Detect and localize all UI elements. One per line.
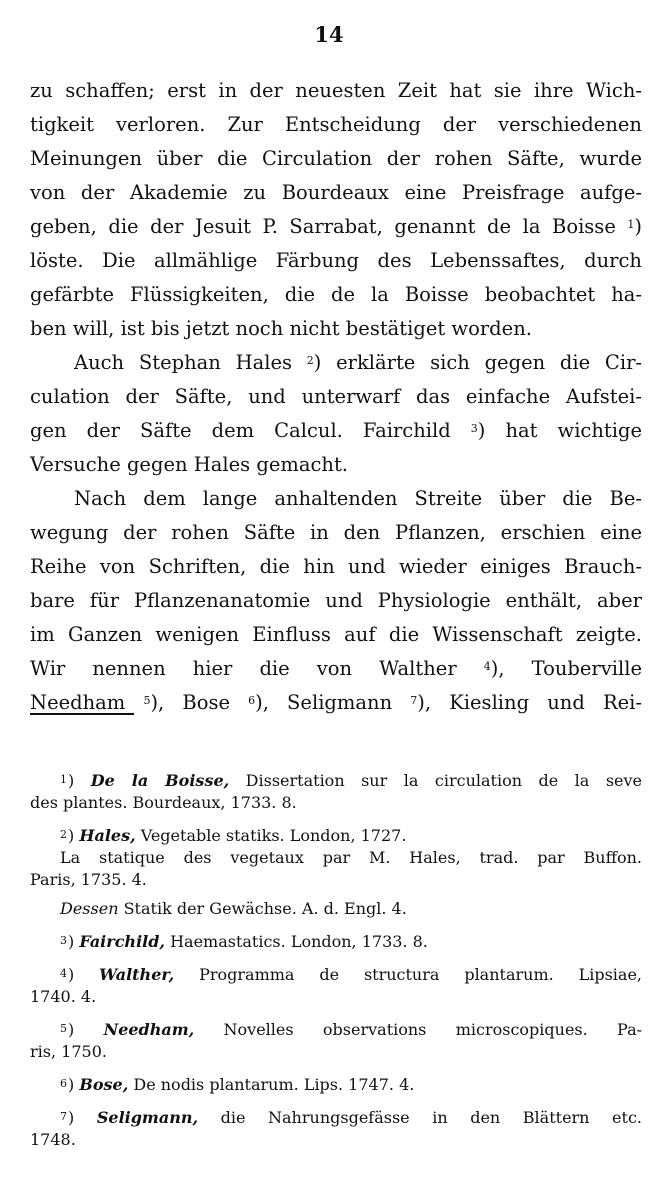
text-run: ), Touberville [490,657,642,680]
text-line [30,618,642,652]
footnote-line [30,931,642,953]
text-line [30,414,642,448]
footnote-line [30,792,642,814]
text-run: ) [68,771,91,790]
text-run: ) [68,932,80,951]
footnote-reference: 4 [483,660,491,673]
footnote-author: Fairchild, [79,932,165,951]
text-line [30,652,642,686]
footnote-line [30,825,642,847]
text-run: 1740. 4. [30,987,97,1006]
text-line [30,176,642,210]
text-run: gen der Säfte dem Calcul. Fairchild [30,419,471,442]
text-run: Statik der Gewächse. A. d. Engl. 4. [118,899,407,918]
footnote-marker: 5 [60,1022,67,1035]
footnote-line [30,1107,642,1129]
text-run: bare für Pflanzenanatomie und Physiologie enthält, aber [30,589,642,612]
footnote [30,931,642,953]
text-line [30,278,642,312]
footnote-line [30,869,642,891]
text-run: Programma de structura plantarum. Lipsiae, [174,965,643,984]
text-run: geben, die der Jesuit P. Sarrabat, genannt de la Boisse [30,215,628,238]
text-line [30,244,642,278]
text-run: Reihe von Schriften, die hin und wieder einiges Brauch- [30,555,642,578]
text-line [30,74,642,108]
footnote-line [30,1019,642,1041]
text-line [30,346,642,380]
footnote-reference: 5 [143,694,151,707]
text-line [30,516,642,550]
text-run: ) [68,1108,97,1127]
text-run: tigkeit verloren. Zur Entscheidung der verschiedenen [30,113,642,136]
text-run: La statique des vegetaux par M. Hales, trad. par Buffon. [60,848,642,867]
text-run: ), Bose [150,691,249,714]
text-run: 1748. [30,1130,76,1149]
text-line [30,108,642,142]
footnote-gap [30,891,642,898]
text-run: Needham [30,691,144,714]
text-line [30,312,642,346]
footnote-line [30,986,642,1008]
text-run: ) [68,1020,104,1039]
footnote-author: Seligmann, [96,1108,199,1127]
text-run: Vegetable statiks. London, 1727. [135,826,407,845]
text-run: wegung der rohen Säfte in den Pflanzen, erschien eine [30,521,642,544]
footnote-gap [30,1008,642,1019]
text-run: ), Seligmann [255,691,411,714]
footnote [30,964,642,1008]
page-number: 14 [314,22,344,47]
text-run: Novelles observations microscopiques. Pa- [194,1020,643,1039]
footnote-separator-rule [30,713,134,715]
footnotes-block [30,770,642,1151]
text-run: ris, 1750. [30,1042,107,1061]
text-run: ), Kiesling und Rei- [417,691,642,714]
text-run: Auch Stephan Hales [74,351,307,374]
text-run: im Ganzen wenigen Einfluss auf die Wissenschaft zeigte. [30,623,642,646]
footnote-marker: 6 [60,1077,67,1090]
text-run: des plantes. Bourdeaux, 1733. 8. [30,793,297,812]
footnote [30,1019,642,1063]
footnote-line [30,1074,642,1096]
text-run: löste. Die allmählige Färbung des Lebenssaftes, durch [30,249,642,272]
text-run: ) hat wichtige [477,419,643,442]
text-run: von der Akademie zu Bourdeaux eine Preisfrage aufge- [30,181,642,204]
footnote-line [30,847,642,869]
footnote-marker: 3 [60,934,67,947]
footnote-line [30,1041,642,1063]
footnote-marker: 2 [60,828,67,841]
text-line [30,448,642,482]
text-run: ben will, ist bis jetzt noch nicht bestätiget worden. [30,317,532,340]
footnote-line [30,964,642,986]
text-run: zu schaffen; erst in der neuesten Zeit hat sie ihre Wich- [30,79,642,102]
text-line [30,550,642,584]
footnote [30,770,642,814]
text-run: ) [68,826,80,845]
footnote-author: Needham, [103,1020,195,1039]
footnote-author: Hales, [79,826,136,845]
text-line [30,210,642,244]
main-text-block [30,74,642,720]
text-line [30,142,642,176]
footnote-italic-term: Dessen [60,899,119,918]
text-run: Haemastatics. London, 1733. 8. [164,932,428,951]
footnote-line [30,770,642,792]
footnote-line [30,898,642,920]
footnote-author: Walther, [99,965,175,984]
text-line [30,584,642,618]
text-run: gefärbte Flüssigkeiten, die de la Boisse beobachtet ha- [30,283,642,306]
footnote-line [30,1129,642,1151]
text-run: ) erklärte sich gegen die Cir- [313,351,642,374]
text-run: Nach dem lange anhaltenden Streite über die Be- [74,487,642,510]
footnote-reference: 1 [627,218,635,231]
footnote-gap [30,814,642,825]
footnote [30,1107,642,1151]
text-run: culation der Säfte, und unterwarf das einfache Aufstei- [30,385,642,408]
footnote-marker: 1 [60,773,67,786]
footnote-author: Bose, [79,1075,129,1094]
footnote [30,1074,642,1096]
text-run: Paris, 1735. 4. [30,870,147,889]
text-line [30,482,642,516]
text-run: Meinungen über die Circulation der rohen Säfte, wurde [30,147,642,170]
footnote-gap [30,920,642,931]
footnote-author: De la Boisse, [90,771,230,790]
footnote-reference: 6 [248,694,256,707]
footnote-gap [30,1063,642,1074]
text-run: ) [68,965,100,984]
footnote-gap [30,1096,642,1107]
text-run: Wir nennen hier die von Walther [30,657,484,680]
footnote-gap [30,953,642,964]
text-run: De nodis plantarum. Lips. 1747. 4. [128,1075,415,1094]
text-run: die Nahrungsgefässe in den Blättern etc. [198,1108,643,1127]
footnote-reference: 2 [306,354,314,367]
footnote [30,825,642,920]
footnote-reference: 3 [470,422,478,435]
text-line [30,380,642,414]
text-run: ) [634,215,642,238]
text-run: Dissertation sur la circulation de la seve [229,771,643,790]
footnote-reference: 7 [410,694,418,707]
footnote-marker: 7 [60,1110,67,1123]
footnote-marker: 4 [60,967,67,980]
text-run: ) [68,1075,80,1094]
text-run: Versuche gegen Hales gemacht. [30,453,349,476]
